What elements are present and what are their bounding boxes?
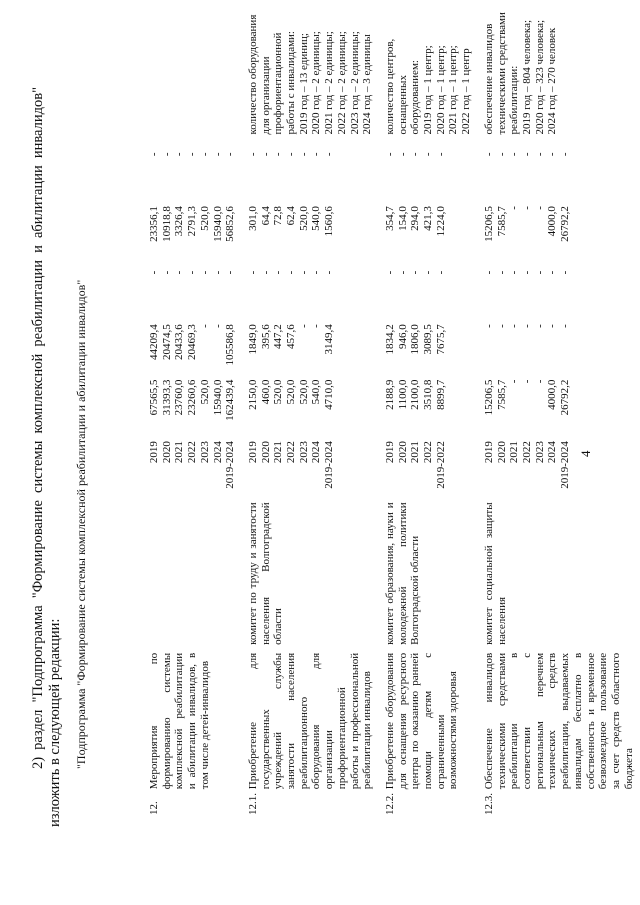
amount-cell: 105586,8 [224, 324, 237, 366]
indicator-line: 2021 год – 1 центр; [447, 45, 460, 135]
amount-cell: - [520, 379, 533, 384]
amount-cell: - [495, 152, 508, 157]
amount-cell: - [173, 270, 186, 275]
amount-cell: - [148, 270, 160, 275]
amount-cell: - [482, 152, 495, 157]
amount-cell: - [559, 324, 572, 328]
amount-cell: - [211, 152, 224, 157]
indicator-line: обеспечение инвалидов техническими средствами реабилитации: [482, 12, 521, 135]
amount-cell: 540,0 [310, 379, 323, 405]
amount-cell: 44209,4 [148, 324, 160, 360]
amount-cell: - [285, 152, 298, 157]
amount-cell: 15940,0 [211, 379, 224, 416]
amount-cell: - [508, 206, 521, 210]
amount-cell: - [482, 270, 495, 275]
amount-cell: 23260,6 [186, 379, 199, 416]
federal-column [148, 324, 247, 379]
amount-cell: 520,0 [297, 206, 310, 231]
amount-cell: 162439,4 [224, 379, 237, 421]
table-row [247, 0, 384, 815]
indicator-line: 2021 год – 2 единицы; [323, 31, 336, 135]
column-5 [247, 153, 384, 207]
amount-cell: 3089,5 [422, 324, 435, 355]
indicator-line: 2022 год – 2 единицы; [335, 31, 348, 135]
year-cell: 2024 [546, 441, 559, 464]
amount-cell: - [422, 270, 435, 275]
executor: комитет по труду и занятости населения Волгоградской области [246, 502, 285, 645]
amount-cell: 62,4 [285, 206, 298, 226]
amount-cell: 23356,1 [148, 206, 160, 242]
regional-column [483, 206, 640, 271]
column-3 [148, 271, 247, 325]
amount-cell: - [211, 270, 224, 275]
amount-cell: - [495, 324, 508, 328]
indicator [384, 0, 483, 153]
year-cell: 2024 [211, 441, 224, 464]
amount-cell: - [520, 324, 533, 328]
year-cell: 2019 [148, 441, 160, 464]
amount-cell: 3326,4 [173, 206, 186, 237]
year-cell: 2021 [272, 441, 285, 464]
amount-cell: 23760,0 [173, 379, 186, 416]
amount-cell: 56852,6 [224, 206, 237, 242]
total-column [148, 380, 247, 432]
measures-table-body [148, 0, 640, 815]
year-cell: 2022 [186, 441, 199, 464]
amount-cell: 421,3 [422, 206, 435, 231]
amount-cell: 3149,4 [323, 324, 336, 355]
section-heading [30, 87, 64, 827]
year-cell: 2022 [285, 441, 298, 464]
amount-cell: - [310, 324, 323, 328]
year-cell: 2019-2022 [434, 441, 447, 489]
year-cell: 2022 [422, 441, 435, 464]
amount-cell: 10918,8 [160, 206, 173, 242]
amount-cell: 520,0 [272, 379, 285, 405]
indicator-line: 2024 год – 3 единицы [361, 34, 374, 135]
year-cell: 2022 [520, 441, 533, 464]
executor: комитет социальной защиты населения [482, 502, 508, 645]
amount-cell: - [533, 206, 546, 210]
total-column [384, 380, 483, 432]
indicator [247, 0, 384, 153]
amount-cell: - [246, 270, 259, 275]
federal-column [247, 324, 384, 379]
indicator-line: количество центров, оснащенных оборудованием: [383, 38, 422, 135]
amount-cell: 457,6 [285, 324, 298, 349]
amount-cell: - [495, 270, 508, 275]
amount-cell: - [482, 324, 495, 328]
amount-cell: - [383, 270, 396, 275]
amount-cell: 354,7 [383, 206, 396, 231]
year-cell: 2019-2024 [323, 441, 336, 489]
year-cell: 2023 [297, 441, 310, 464]
indicator-line: 2020 год – 1 центр; [434, 45, 447, 135]
amount-cell: 520,0 [198, 379, 211, 405]
year-cell: 2021 [173, 441, 186, 464]
amount-cell: 15940,0 [211, 206, 224, 242]
amount-cell: 4000,0 [546, 379, 559, 410]
amount-cell: 20433,6 [173, 324, 186, 360]
year-cell: 2021 [409, 441, 422, 464]
amount-cell: - [546, 324, 559, 328]
amount-cell: - [173, 152, 186, 157]
amount-cell: - [533, 270, 546, 275]
years-column [483, 431, 640, 502]
amount-cell: - [546, 270, 559, 275]
amount-cell: - [396, 152, 409, 157]
amount-cell: - [520, 152, 533, 157]
indicator-line: 2022 год – 1 центр [460, 48, 473, 135]
amount-cell: 520,0 [297, 379, 310, 405]
amount-cell: - [434, 270, 447, 275]
column-3 [384, 271, 483, 325]
indicator-line: 2020 год – 323 человека; [533, 19, 546, 135]
amount-cell: 294,0 [409, 206, 422, 231]
amount-cell: 15206,5 [482, 379, 495, 416]
amount-cell: - [224, 270, 237, 275]
amount-cell: - [285, 270, 298, 275]
amount-cell: 2100,0 [409, 379, 422, 410]
amount-cell: - [272, 152, 285, 157]
column-5 [483, 153, 640, 207]
amount-cell: - [198, 324, 211, 328]
row-number: 12.1. [246, 793, 259, 815]
amount-cell: 1100,0 [396, 379, 409, 410]
indicator [148, 0, 247, 153]
year-cell: 2020 [396, 441, 409, 464]
amount-cell: 1560,6 [323, 206, 336, 237]
amount-cell: - [198, 270, 211, 275]
amount-cell: - [186, 152, 199, 157]
year-cell: 2021 [508, 441, 521, 464]
measure-name: Приобретение для государственных учреждений службы занятости населения реабилитационного оборудования для организации профориентационной работы и профессиональной реабилитации инвалидов [246, 652, 374, 790]
amount-cell: 64,4 [259, 206, 272, 226]
amount-cell: - [546, 152, 559, 157]
amount-cell: 2150,0 [246, 379, 259, 410]
indicator-line: количество оборудования для организации профориентационной работы с инвалидами: [246, 14, 298, 135]
amount-cell: - [520, 206, 533, 210]
amount-cell: - [409, 270, 422, 275]
amount-cell: 395,6 [259, 324, 272, 349]
measure-name: Обеспечение инвалидов техническими средствами реабилитации в соответствии с региональным перечнем технических средств реабилитации, выдаваемых инвалидам бесплатно в собственность и временное безвозмездное пользование за счет средств областного бюджета [482, 652, 635, 790]
regional-column [384, 206, 483, 271]
amount-cell: - [160, 270, 173, 275]
year-cell: 2023 [198, 441, 211, 464]
amount-cell: - [148, 152, 160, 157]
amount-cell: - [520, 270, 533, 275]
amount-cell: - [259, 270, 272, 275]
amount-cell: - [310, 270, 323, 275]
amount-cell: 72,8 [272, 206, 285, 226]
column-3 [247, 271, 384, 325]
page-number: 4 [578, 450, 593, 457]
indicator-line: 2019 год – 804 человека; [520, 19, 533, 135]
amount-cell: 26792,2 [559, 206, 572, 242]
amount-cell: - [396, 270, 409, 275]
amount-cell: - [297, 270, 310, 275]
table-row [148, 0, 247, 815]
amount-cell: 7585,7 [495, 379, 508, 410]
amount-cell: - [409, 152, 422, 157]
amount-cell: 20469,3 [186, 324, 199, 360]
indicator-line: 2019 год – 1 центр; [422, 45, 435, 135]
year-cell: 2019 [383, 441, 396, 464]
amount-cell: 15206,5 [482, 206, 495, 242]
year-cell: 2019-2024 [559, 441, 572, 489]
amount-cell: 8899,7 [434, 379, 447, 410]
amount-cell: - [508, 270, 521, 275]
indicator-line: 2019 год – 13 единиц; [297, 33, 310, 135]
amount-cell: 7585,7 [495, 206, 508, 237]
federal-column [483, 324, 640, 379]
amount-cell: 3510,8 [422, 379, 435, 410]
amount-cell: 1834,2 [383, 324, 396, 355]
amount-cell: 520,0 [285, 379, 298, 405]
amount-cell: - [198, 152, 211, 157]
column-5 [384, 153, 483, 207]
amount-cell: 520,0 [198, 206, 211, 231]
amount-cell: - [224, 152, 237, 157]
years-column [247, 431, 384, 502]
measure-name: Приобретение оборудования для оснащения ресурсного центра по оказанию ранней помощи детям с ограниченными возможностями здоровья [383, 652, 460, 790]
year-cell: 2020 [495, 441, 508, 464]
amount-cell: - [186, 270, 199, 275]
amount-cell: 1224,0 [434, 206, 447, 237]
total-column [247, 380, 384, 432]
indicator [483, 0, 640, 153]
amount-cell: - [259, 152, 272, 157]
table-row [483, 0, 640, 815]
amount-cell: - [422, 152, 435, 157]
amount-cell: - [533, 324, 546, 328]
amount-cell: - [246, 152, 259, 157]
year-cell: 2019-2024 [224, 441, 237, 489]
amount-cell: 31393,3 [160, 379, 173, 416]
amount-cell: - [559, 270, 572, 275]
amount-cell: 540,0 [310, 206, 323, 231]
years-column [148, 431, 247, 502]
column-5 [148, 153, 247, 207]
amount-cell: - [559, 152, 572, 157]
amount-cell: - [533, 152, 546, 157]
amount-cell: 20474,5 [160, 324, 173, 360]
amount-cell: 7675,7 [434, 324, 447, 355]
row-number: 12.2. [383, 793, 396, 815]
amount-cell: 154,0 [396, 206, 409, 231]
amount-cell: 4710,0 [323, 379, 336, 410]
regional-column [148, 206, 247, 271]
total-column [483, 380, 640, 432]
amount-cell: - [272, 270, 285, 275]
measure-name: Мероприятия по формированию системы комплексной реабилитации и абилитации инвалидов, в том числе детей-инвалидов [148, 652, 211, 790]
amount-cell: - [508, 152, 521, 157]
year-cell: 2024 [310, 441, 323, 464]
amount-cell: - [383, 152, 396, 157]
amount-cell: 1849,0 [246, 324, 259, 355]
executor: комитет образования, науки и молодежной политики Волгоградской области [383, 502, 422, 645]
indicator-line: 2020 год – 2 единицы; [310, 31, 323, 135]
amount-cell: - [434, 152, 447, 157]
executor [148, 502, 247, 648]
year-cell: 2020 [259, 441, 272, 464]
year-cell: 2019 [246, 441, 259, 464]
year-cell: 2019 [482, 441, 495, 464]
amount-cell: 2188,9 [383, 379, 396, 410]
section-heading-text: 2) раздел "Подпрограмма "Формирование системы комплексной реабилитации и абилитации инвалидов" изложить в следующей редакции: [30, 87, 63, 827]
table-row [384, 0, 483, 815]
row-number: 12.3. [482, 793, 495, 815]
amount-cell: - [160, 152, 173, 157]
amount-cell: 447,2 [272, 324, 285, 349]
amount-cell: 26792,2 [559, 379, 572, 416]
column-3 [483, 271, 640, 325]
subprogram-title: "Подпрограмма "Формирование системы комплексной реабилитации и абилитации инвалидов" [74, 279, 88, 769]
year-cell: 2023 [533, 441, 546, 464]
measures-table [148, 0, 640, 815]
amount-cell: - [323, 152, 336, 157]
regional-column [247, 206, 384, 271]
amount-cell: 1806,0 [409, 324, 422, 355]
amount-cell: - [508, 379, 521, 384]
amount-cell: - [323, 270, 336, 275]
amount-cell: 946,0 [396, 324, 409, 349]
amount-cell: - [310, 152, 323, 157]
amount-cell: 2791,3 [186, 206, 199, 237]
amount-cell: 301,0 [246, 206, 259, 231]
amount-cell: 67565,5 [148, 379, 160, 416]
years-column [384, 431, 483, 502]
amount-cell: - [297, 152, 310, 157]
year-cell: 2020 [160, 441, 173, 464]
federal-column [384, 324, 483, 379]
indicator-line: 2023 год – 2 единицы; [348, 31, 361, 135]
amount-cell: - [211, 324, 224, 328]
indicator-line: 2024 год – 270 человек [546, 27, 559, 135]
amount-cell: - [508, 324, 521, 328]
amount-cell: - [533, 379, 546, 384]
amount-cell: 4000,0 [546, 206, 559, 237]
row-number: 12. [148, 801, 160, 815]
amount-cell: 460,0 [259, 379, 272, 405]
amount-cell: - [297, 324, 310, 328]
